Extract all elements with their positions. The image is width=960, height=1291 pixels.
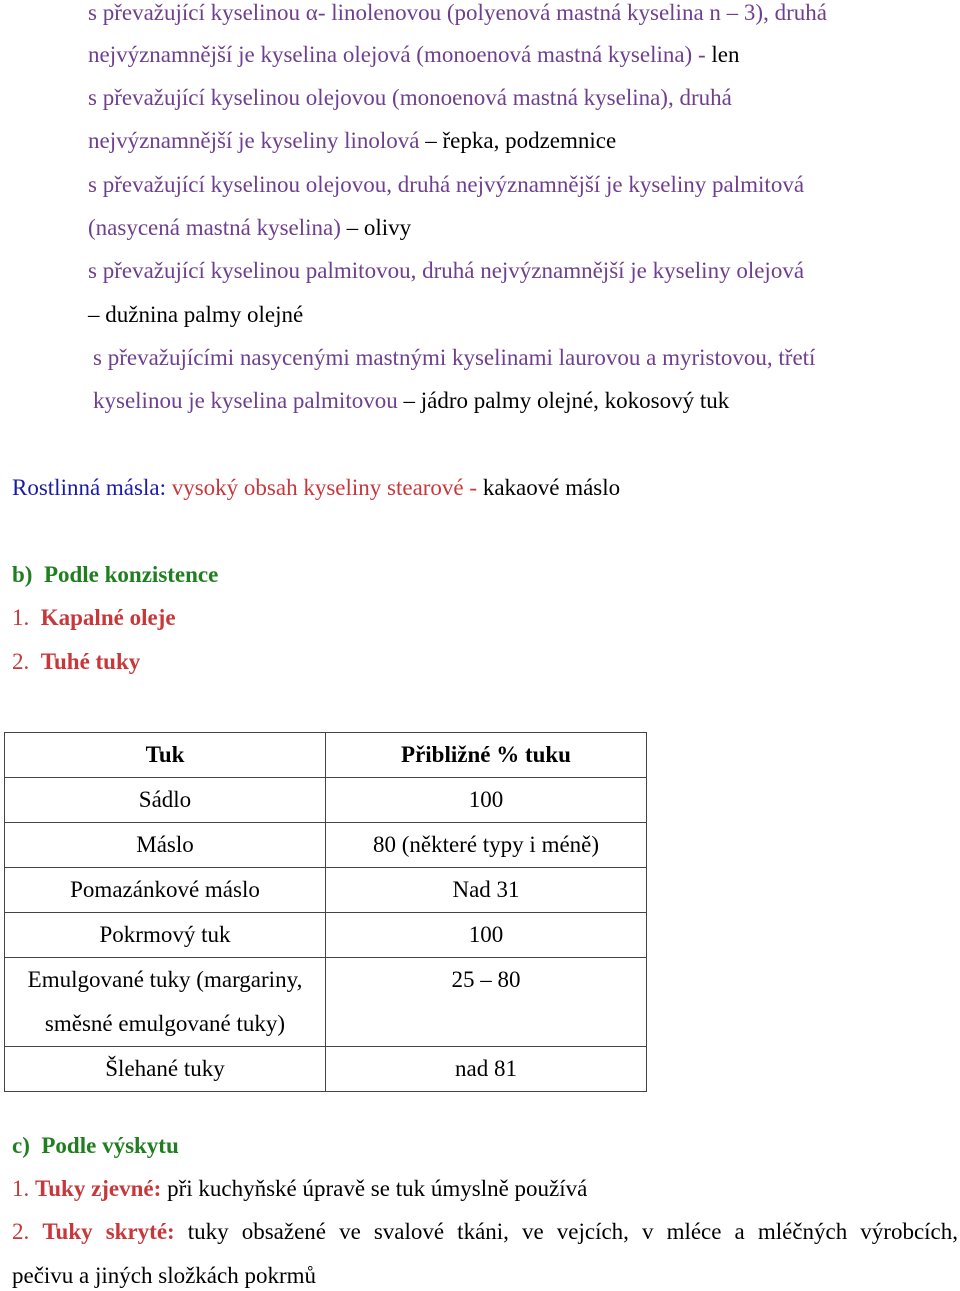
section-b-item-2: 2. Tuhé tuky: [12, 649, 141, 674]
section-c-item-2-cont: pečivu a jiných složkách pokrmů: [12, 1263, 317, 1288]
rostlinna-example: kakaové máslo: [482, 475, 621, 500]
intro-line-9: s převažujícími nasycenými mastnými kyselinami laurovou a myristovou, třetí: [93, 345, 816, 370]
intro-line-1: s převažující kyselinou α- linolenovou (polyenová mastná kyselina n – 3), druhá: [88, 0, 827, 25]
rostlinna-label: Rostlinná másla:: [12, 475, 166, 500]
section-c-item-1: 1. Tuky zjevné: při kuchyňské úpravě se tuk úmyslně používá: [12, 1176, 588, 1201]
intro-line-10: kyselinou je kyselina palmitovou – jádro palmy olejné, kokosový tuk: [93, 388, 730, 413]
fat-content-table: [4, 732, 647, 1092]
intro-line-7: s převažující kyselinou palmitovou, druhá nejvýznamnější je kyseliny olejová: [88, 258, 805, 283]
intro-line-3: s převažující kyselinou olejovou (monoenová mastná kyselina), druhá: [88, 85, 732, 110]
table-row: Máslo 80 (některé typy i méně): [5, 823, 647, 868]
intro-line-4: nejvýznamnější je kyseliny linolová – řepka, podzemnice: [88, 128, 617, 153]
section-c-item-2: 2. Tuky skryté: tuky obsažené ve svalové tkáni, ve vejcích, v mléce a mléčných výrobcích,: [12, 1219, 959, 1244]
table-header-percent: Přibližné % tuku: [326, 733, 647, 778]
intro-line-6: (nasycená mastná kyselina) – olivy: [88, 215, 412, 240]
table-row: Sádlo 100: [5, 778, 647, 823]
table-header-row: [5, 733, 647, 778]
intro-line-8: – dužnina palmy olejné: [88, 302, 304, 327]
table-row: Emulgované tuky (margariny, směsné emulgované tuky) 25 – 80: [5, 958, 647, 1047]
table-header-tuk: Tuk: [5, 733, 326, 778]
rostlinna-masla: Rostlinná másla: vysoký obsah kyseliny stearové - kakaové máslo: [12, 475, 621, 500]
section-c-heading: c) Podle výskytu: [12, 1133, 179, 1158]
intro-line-2: nejvýznamnější je kyselina olejová (monoenová mastná kyselina) - len: [88, 42, 740, 67]
table-row: Pokrmový tuk 100: [5, 913, 647, 958]
table-row: Pomazánkové máslo Nad 31: [5, 868, 647, 913]
table-row: Šlehané tuky nad 81: [5, 1047, 647, 1092]
rostlinna-text: vysoký obsah kyseliny stearové: [171, 475, 464, 500]
section-b-item-1: 1. Kapalné oleje: [12, 605, 176, 630]
intro-line-5: s převažující kyselinou olejovou, druhá nejvýznamnější je kyseliny palmitová: [88, 172, 805, 197]
section-b-heading: b) Podle konzistence: [12, 562, 219, 587]
